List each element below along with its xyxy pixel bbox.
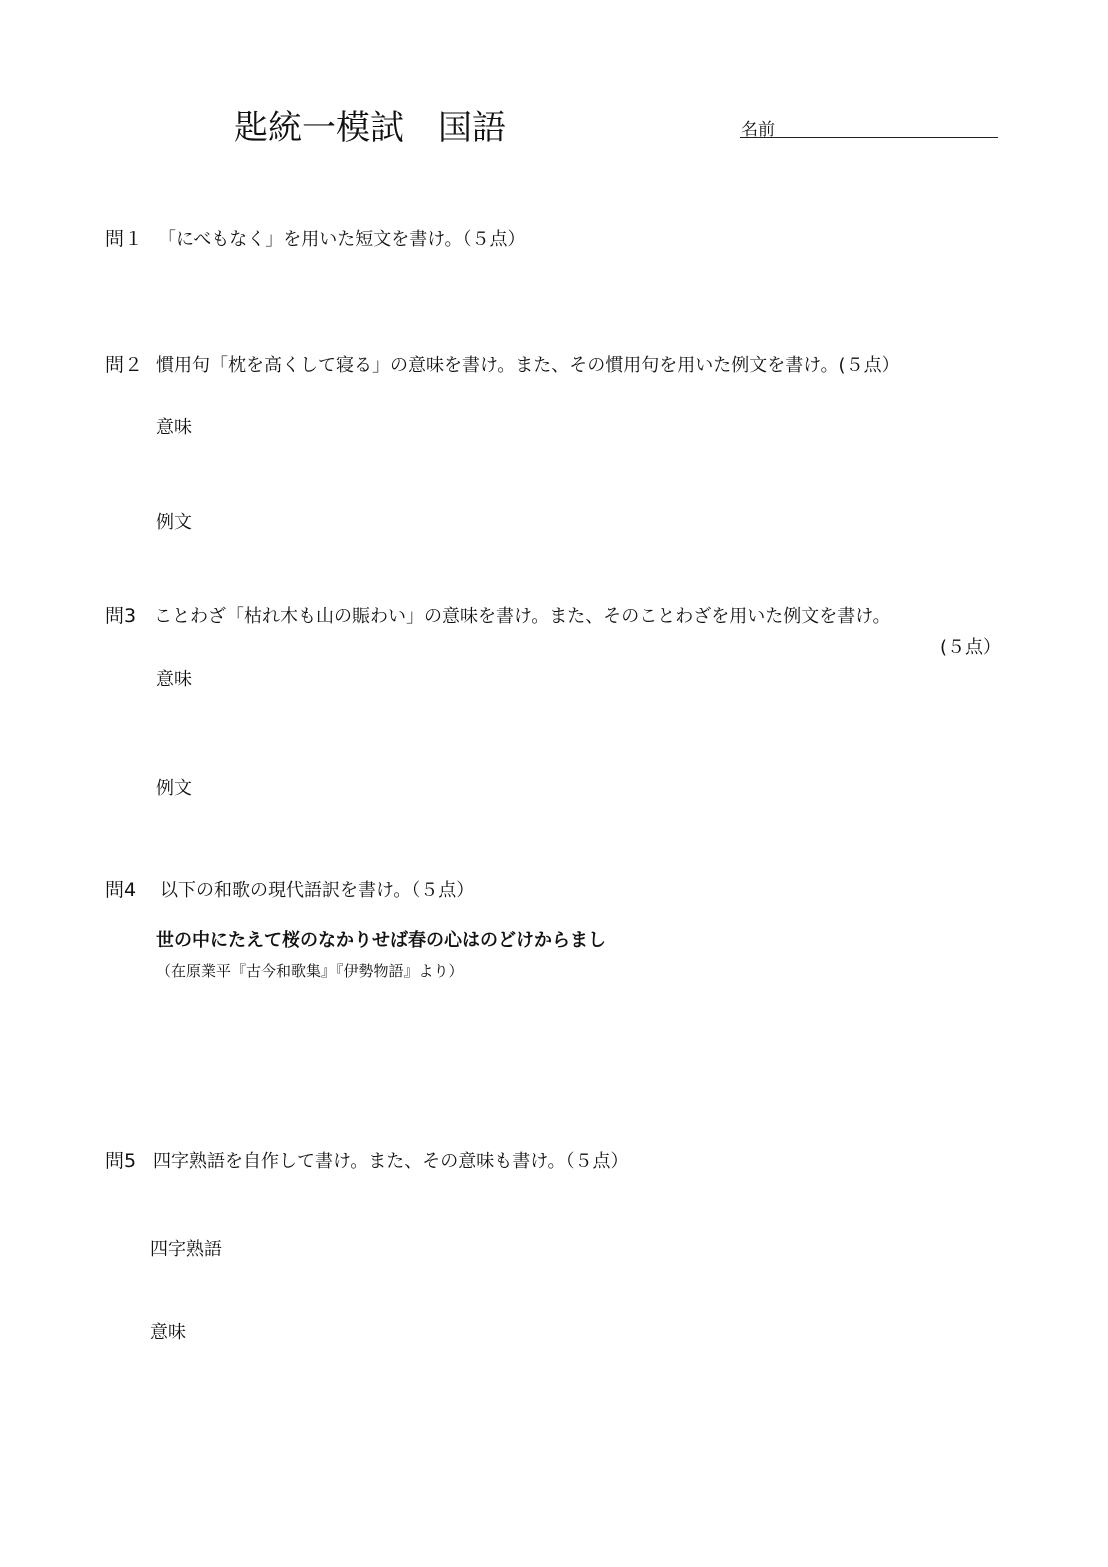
question-2-text: 慣用句「枕を高くして寝る」の意味を書け。また、その慣用句を用いた例文を書け。(５点） <box>156 355 900 376</box>
question-5-text: 四字熟語を自作して書け。また、その意味も書け。（５点） <box>153 1151 629 1172</box>
question-2-meaning-label: 意味 <box>156 417 192 438</box>
waka-poem: 世の中にたえて桜のなかりせば春の心はのどけからまし <box>156 930 606 951</box>
question-3-number: 問3 <box>105 605 137 627</box>
question-5-yojijukugo-label: 四字熟語 <box>150 1239 222 1260</box>
question-3-example-label: 例文 <box>156 778 192 799</box>
question-5-number: 問5 <box>105 1150 137 1172</box>
question-2-number: 問２ <box>105 354 144 376</box>
question-2-example-label: 例文 <box>156 512 192 533</box>
question-1-number: 問１ <box>105 228 144 250</box>
exam-title: 匙統一模試 国語 <box>234 108 506 148</box>
name-label: 名前 <box>741 120 775 140</box>
question-3-meaning-label: 意味 <box>156 669 192 690</box>
question-5-meaning-label: 意味 <box>150 1322 186 1343</box>
question-4-text: 以下の和歌の現代語訳を書け。（５点） <box>160 880 475 901</box>
waka-source: （在原業平『古今和歌集』『伊勢物語』より） <box>156 962 464 980</box>
question-4-number: 問4 <box>105 879 137 901</box>
question-3-points: (５点） <box>940 637 1002 658</box>
question-3-text: ことわざ「枯れ木も山の賑わい」の意味を書け。また、そのことわざを用いた例文を書け。 <box>154 606 891 627</box>
name-field-line[interactable] <box>740 137 998 138</box>
question-1-text: 「にべもなく」を用いた短文を書け。（５点） <box>158 229 526 250</box>
